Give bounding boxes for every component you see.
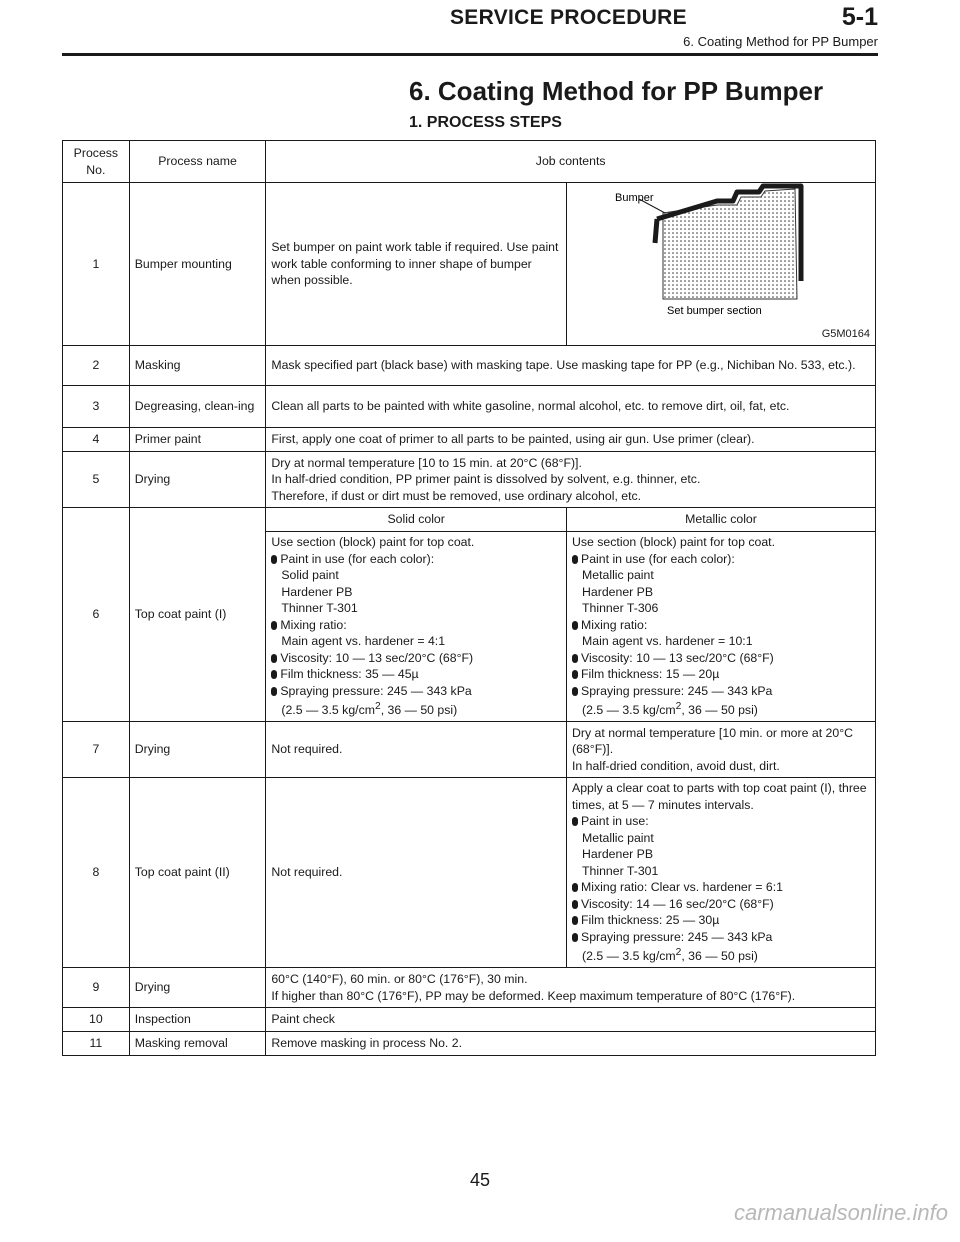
bullet-item	[271, 617, 561, 634]
bullet-icon	[271, 654, 277, 663]
text-line: Main agent vs. hardener = 4:1	[281, 634, 446, 649]
bullet-icon	[572, 654, 578, 663]
solid-color-header: Solid color	[266, 508, 567, 532]
table-row	[63, 346, 876, 386]
text-line: Solid paint	[281, 568, 339, 583]
text-line: Metallic paint	[582, 830, 654, 845]
bullet-icon	[572, 883, 578, 892]
text-line: Spraying pressure: 245 — 343 kPa	[581, 683, 773, 698]
row-name: Drying	[129, 968, 266, 1008]
bullet-icon	[572, 687, 578, 696]
row-text: Remove masking in process No. 2.	[266, 1032, 876, 1056]
row-text	[266, 452, 876, 508]
text-line: Use section (block) paint for top coat.	[572, 535, 775, 550]
superscript: 2	[675, 701, 682, 713]
row-name: Drying	[129, 722, 266, 778]
text-line: Thinner T-301	[582, 863, 659, 878]
bullet-item	[271, 650, 561, 667]
row-no: 2	[63, 346, 130, 386]
bullet-item	[572, 650, 870, 667]
text-line: Viscosity: 10 — 13 sec/20°C (68°F)	[280, 650, 474, 665]
text-line	[271, 699, 561, 719]
page-title: 6. Coating Method for PP Bumper	[409, 76, 824, 106]
bullet-item	[271, 666, 561, 683]
row-no: 5	[63, 452, 130, 508]
metallic-color-spec	[567, 532, 876, 722]
table-row	[63, 428, 876, 452]
bullet-icon	[572, 670, 578, 679]
metallic-color-header: Metallic color	[567, 508, 876, 532]
bullet-icon	[271, 670, 277, 679]
row-text: Not required.	[266, 722, 567, 778]
superscript: 2	[675, 947, 682, 959]
section-subtitle: 1. PROCESS STEPS	[409, 114, 562, 131]
row-text: Not required.	[266, 778, 567, 968]
bullet-icon	[271, 621, 277, 630]
clear-coat-spec	[567, 778, 876, 968]
header-job-contents: Job contents	[266, 141, 876, 183]
row-no: 8	[63, 778, 130, 968]
text-line: Film thickness: 25 — 30µ	[581, 913, 720, 928]
table-row	[63, 508, 876, 532]
text-line: Mixing ratio:	[581, 617, 648, 632]
bullet-item	[271, 683, 561, 700]
text-line: Spraying pressure: 245 — 343 kPa	[280, 683, 472, 698]
row-text: Clean all parts to be painted with white gasoline, normal alcohol, etc. to remove dirt, oil, fat, etc.	[266, 386, 876, 428]
bumper-figure-cell	[567, 183, 876, 346]
text-line: Therefore, if dust or dirt must be removed, use ordinary alcohol, etc.	[271, 488, 642, 503]
text-line: Viscosity: 14 — 16 sec/20°C (68°F)	[581, 896, 774, 911]
bullet-item	[572, 666, 870, 683]
table-header-row	[63, 141, 876, 183]
bumper-section-diagram	[567, 183, 875, 319]
table-row	[63, 968, 876, 1008]
text-line: Mixing ratio: Clear vs. hardener = 6:1	[581, 880, 783, 895]
figure-code: G5M0164	[821, 327, 870, 340]
text-line: Hardener PB	[281, 584, 353, 599]
bullet-item	[572, 879, 870, 896]
text-line: Dry at normal temperature [10 to 15 min. at 20°C (68°F)].	[271, 455, 582, 470]
row-text: Mask specified part (black base) with masking tape. Use masking tape for PP (e.g., Nichiban No. 533, etc.).	[266, 346, 876, 386]
bullet-item	[572, 551, 870, 568]
table-row	[63, 1032, 876, 1056]
row-name: Bumper mounting	[129, 183, 266, 346]
text-line: Apply a clear coat to parts with top coat paint (I), three times, at 5 — 7 minutes intervals.	[572, 781, 867, 812]
row-name: Top coat paint (I)	[129, 508, 266, 722]
text-line: Film thickness: 15 — 20µ	[581, 667, 720, 682]
row-no: 10	[63, 1008, 130, 1032]
row-text	[567, 722, 876, 778]
table-row	[63, 386, 876, 428]
text-line: In half-dried condition, avoid dust, dirt.	[572, 758, 780, 773]
bullet-icon	[572, 916, 578, 925]
text-line: Viscosity: 10 — 13 sec/20°C (68°F)	[581, 650, 774, 665]
bullet-icon	[572, 933, 578, 942]
text-line: Spraying pressure: 245 — 343 kPa	[581, 929, 773, 944]
header-section-title: SERVICE PROCEDURE	[450, 6, 687, 29]
row-name: Drying	[129, 452, 266, 508]
row-no: 7	[63, 722, 130, 778]
superscript: 2	[374, 701, 381, 713]
text-part: , 36 — 50 psi)	[380, 703, 458, 718]
text-line: Use section (block) paint for top coat.	[271, 535, 475, 550]
bullet-icon	[572, 900, 578, 909]
bullet-item	[572, 813, 870, 830]
bullet-item	[572, 617, 870, 634]
text-line: Main agent vs. hardener = 10:1	[582, 634, 753, 649]
row-text	[266, 968, 876, 1008]
text-part: , 36 — 50 psi)	[681, 949, 758, 964]
text-line: Metallic paint	[582, 568, 654, 583]
text-part: (2.5 — 3.5 kg/cm	[582, 949, 676, 964]
row-name: Masking	[129, 346, 266, 386]
table-row	[63, 778, 876, 968]
text-line	[572, 945, 870, 965]
bullet-icon	[572, 621, 578, 630]
bullet-icon	[271, 687, 277, 696]
text-part: , 36 — 50 psi)	[681, 703, 758, 718]
row-text: Set bumper on paint work table if required. Use paint work table conforming to inner shape of bumper when possible.	[266, 183, 567, 346]
text-line: Hardener PB	[582, 847, 654, 862]
bullet-item	[572, 683, 870, 700]
text-line: Paint in use:	[581, 814, 649, 829]
bumper-label: Bumper	[615, 192, 654, 204]
row-no: 9	[63, 968, 130, 1008]
header-section-number: 5-1	[841, 3, 878, 31]
row-name: Degreasing, clean-ing	[129, 386, 266, 428]
bullet-icon	[572, 555, 578, 564]
text-line: 60°C (140°F), 60 min. or 80°C (176°F), 30 min.	[271, 972, 528, 986]
table-row	[63, 722, 876, 778]
text-line: Paint in use (for each color):	[581, 551, 735, 566]
bullet-icon	[572, 817, 578, 826]
text-line: In half-dried condition, PP primer paint is dissolved by solvent, e.g. thinner, etc.	[271, 472, 701, 487]
solid-color-spec	[266, 532, 567, 722]
row-no: 6	[63, 508, 130, 722]
bullet-item	[572, 896, 870, 913]
bullet-icon	[271, 555, 277, 564]
watermark: carmanualsonline.info	[733, 1200, 948, 1225]
text-line: Thinner T-301	[281, 601, 358, 616]
bullet-item	[271, 551, 561, 568]
table-row	[63, 452, 876, 508]
row-name: Inspection	[129, 1008, 266, 1032]
table-row	[63, 183, 876, 346]
text-part: (2.5 — 3.5 kg/cm	[582, 703, 676, 718]
text-line: Dry at normal temperature [10 min. or more at 20°C (68°F)].	[572, 725, 854, 757]
row-text: First, apply one coat of primer to all parts to be painted, using air gun. Use primer (clear).	[266, 428, 876, 452]
text-line	[572, 699, 870, 719]
row-name: Masking removal	[129, 1032, 266, 1056]
row-name: Primer paint	[129, 428, 266, 452]
row-text: Paint check	[266, 1008, 876, 1032]
text-line: Film thickness: 35 — 45µ	[280, 667, 419, 682]
text-line: Thinner T-306	[582, 601, 659, 616]
row-no: 11	[63, 1032, 130, 1056]
text-line: If higher than 80°C (176°F), PP may be deformed. Keep maximum temperature of 80°C (176°F).	[271, 988, 796, 1003]
header-process-name: Process name	[129, 141, 266, 183]
row-no: 3	[63, 386, 130, 428]
text-line: Hardener PB	[582, 584, 654, 599]
bullet-item	[572, 929, 870, 946]
text-line: Mixing ratio:	[280, 617, 347, 632]
row-name: Top coat paint (II)	[129, 778, 266, 968]
header-process-no: Process No.	[63, 141, 130, 183]
row-no: 1	[63, 183, 130, 346]
header-subtitle: 6. Coating Method for PP Bumper	[683, 34, 878, 49]
bullet-item	[572, 912, 870, 929]
table-row	[63, 1008, 876, 1032]
set-bumper-section-label: Set bumper section	[667, 305, 762, 317]
header-rule	[62, 53, 878, 56]
text-part: (2.5 — 3.5 kg/cm	[281, 703, 375, 718]
text-line: Paint in use (for each color):	[280, 551, 435, 566]
process-steps-table	[62, 140, 876, 1056]
page-number: 45	[469, 1170, 491, 1190]
row-no: 4	[63, 428, 130, 452]
